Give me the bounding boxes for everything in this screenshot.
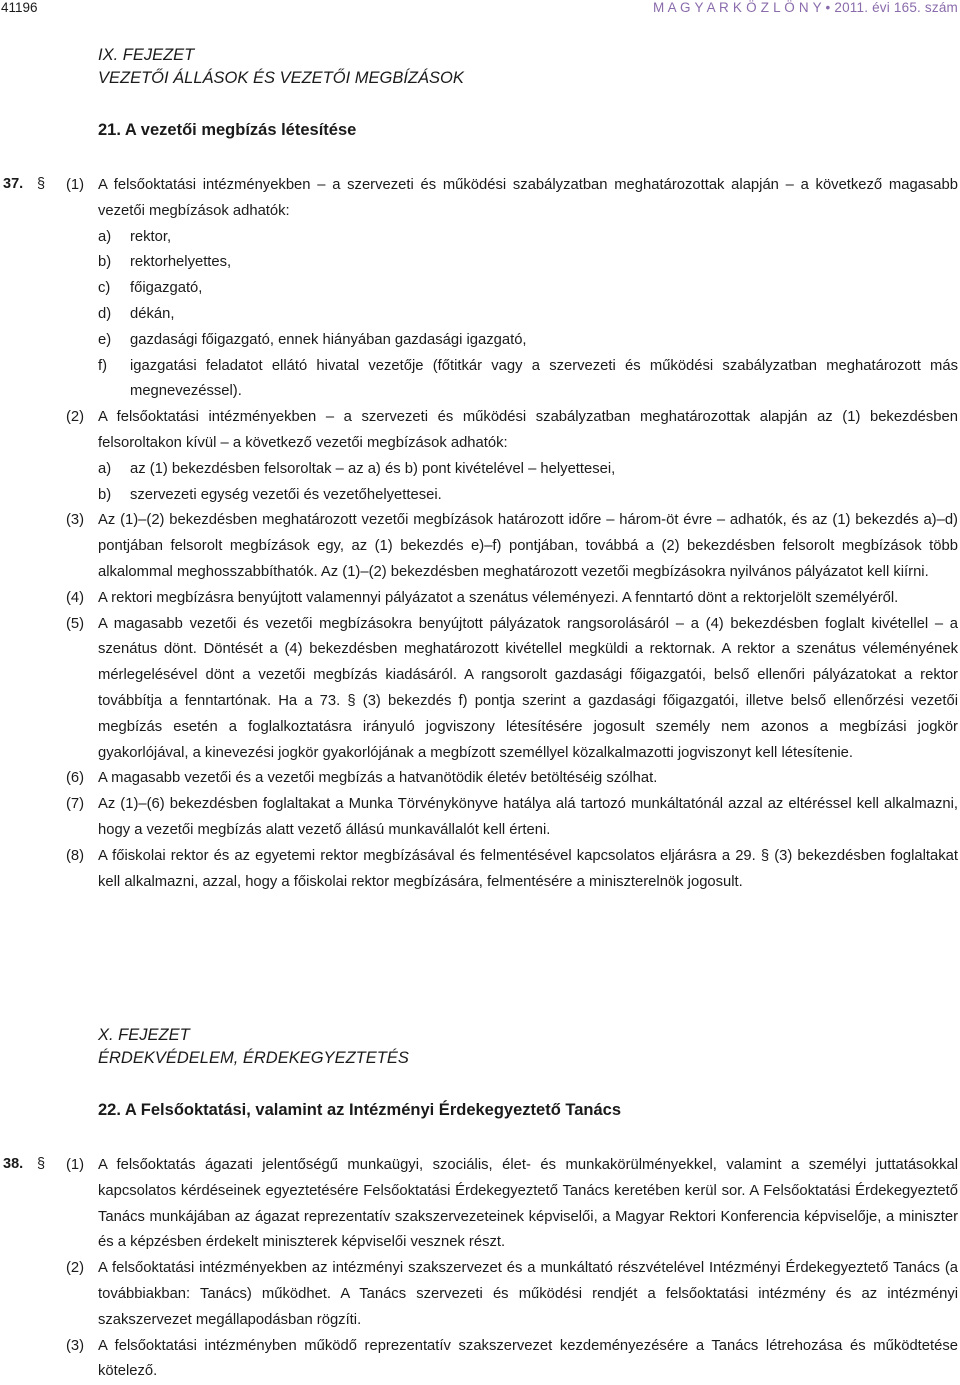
subsection-number: (6) — [66, 770, 85, 787]
paragraph-38 — [66, 1153, 958, 1385]
page-number: 41196 — [1, 0, 38, 15]
list-text: rektor, — [130, 228, 172, 245]
subsection-number: (1) — [66, 177, 85, 193]
subsection — [66, 586, 958, 612]
list-letter: b) — [98, 486, 112, 503]
list-item — [66, 302, 958, 328]
list-item — [66, 354, 958, 406]
subsection — [66, 844, 958, 896]
subsection-number: (1) — [66, 1157, 85, 1173]
list-item — [66, 225, 958, 251]
subsection — [66, 508, 958, 585]
subsection-text: A felsőoktatási intézményekben az intézményi szakszervezet és a munkáltató részvételével Intézményi Érdekegyeztető Tanács (a továbbiakban: Tanács) működhet. A Tanács szervezeti és működési rendjét a felsőoktatási intézmény és az intézményi szakszervezet megállapodásban rögzíti. — [98, 1260, 958, 1328]
subsection-text: Az (1)–(2) bekezdésben meghatározott vezetői megbízások határozott időre – három-öt évre – adhatók, és az (1) bekezdés a)–d) pontjában felsorolt megbízások egy, az (1) bekezdés e)–f) pontjában, továbbá a (2) bekezdésben felsorolt megbízások több alkalommal meghosszabbíthatók. Az (1)–(2) bekezdésben meghatározott vezetői megbízásokra nyilvános pályázatot kell kiírni. — [98, 512, 958, 580]
list-letter: f) — [98, 357, 108, 374]
subsection-number: (5) — [66, 615, 85, 632]
list-item — [66, 483, 958, 509]
journal-title: M A G Y A R K Ö Z L Ö N Y • 2011. évi 165. szám — [652, 0, 958, 15]
subsection-text: A felsőoktatási intézményben működő reprezentatív szakszervezet kezdeményezésére a Tanács létrehozása és működtetése kötelező. — [98, 1337, 958, 1380]
chapter-number: X. FEJEZET — [98, 1026, 190, 1044]
list-letter: c) — [98, 280, 111, 297]
list-letter: a) — [98, 228, 112, 245]
subsection — [66, 405, 958, 457]
subsection-text: A felsőoktatási intézményekben – a szervezeti és működési szabályzatban meghatározottak alapján – a következő magasabb vezetői megbízások adhatók: — [98, 177, 958, 219]
page-header — [0, 0, 960, 20]
subsection — [66, 1334, 958, 1385]
section-sign: § — [37, 176, 46, 192]
section-title: 21. A vezetői megbízás létesítése — [98, 121, 357, 139]
subsection — [66, 1153, 958, 1256]
subsection — [66, 173, 958, 225]
list-letter: b) — [98, 254, 112, 271]
subsection-number: (2) — [66, 1260, 85, 1277]
list-text: gazdasági főigazgató, ennek hiányában gazdasági igazgató, — [130, 331, 527, 348]
subsection-text: A magasabb vezetői és vezetői megbízásokra benyújtott pályázatok rangsorolásáról – a (4) bekezdésben foglalt kivétellel – a szenátus dönt. Döntését a (4) bekezdésben meghatározott kivétellel megküldi a rektornak. A rektor a szenátus véleményének mérlegelésével dönt a vezetői megbízás kiadásáról. A rangsorolt gazdasági főigazgatói, belső ellenőri pályázatokat a rektor továbbítja a fenntartónak. Ha a 73. § (3) bekezdés f) pontja szerint a gazdasági főigazgatói, illetve belső ellenőrzési vezetői megbízás esetén a foglalkoztatásra irányuló jogviszony létesítésére jogosult személy nem azonos a megbízási jogkör gyakorlójával, a kinevezési jogkör gyakorlójának a megbízott személlyel közalkalmazotti jogviszonyt kell létesítenie. — [98, 615, 958, 761]
section-sign: § — [37, 1156, 46, 1172]
subsection-text: A felsőoktatás ágazati jelentőségű munkaügyi, szociális, élet- és munkakörülményekkel, valamint a személyi juttatásokkal kapcsolatos kérdéseinek egyeztetésére Felsőoktatási Érdekegyeztető Tanács keretében kerül sor. A Felsőoktatási Érdekegyeztető Tanács munkájában az ágazat reprezentatív szakszervezeteinek képviselői, a Magyar Rektori Konferencia képviselője, a miniszter és a képzésben érdekelt miniszterek képviselői vesznek részt. — [98, 1157, 958, 1251]
chapter-heading — [98, 1024, 409, 1070]
subsection-text: A főiskolai rektor és az egyetemi rektor megbízásával és felmentésével kapcsolatos eljárásra a 29. § (3) bekezdésben foglaltakat kell alkalmazni, azzal, hogy a főiskolai rektor megbízására, felmentésére a miniszterelnök jogosult. — [98, 847, 958, 890]
list-letter: a) — [98, 460, 112, 477]
subsection-number: (7) — [66, 796, 85, 813]
subsection — [66, 1256, 958, 1333]
list-text: igazgatási feladatot ellátó hivatal vezetője (főtitkár vagy a szervezeti és működési szabályzatban meghatározott más megnevezéssel). — [130, 357, 958, 400]
subsection-text: Az (1)–(6) bekezdésben foglaltakat a Munka Törvénykönyve hatálya alá tartozó munkáltatónál azzal az eltéréssel kell alkalmazni, hogy a vezetői megbízás alatt vezető állású munkavállalót kell érteni. — [98, 796, 958, 838]
paragraph-number: 38. — [3, 1156, 24, 1172]
section-title: 22. A Felsőoktatási, valamint az Intézményi Érdekegyeztető Tanács — [98, 1101, 621, 1119]
subsection — [66, 792, 958, 844]
subsection-number: (8) — [66, 847, 85, 864]
subsection-text: A rektori megbízásra benyújtott valamennyi pályázatot a szenátus véleményezi. A fenntartó dönt a rektorjelölt személyéről. — [98, 589, 899, 606]
chapter-title: VEZETŐI ÁLLÁSOK ÉS VEZETŐI MEGBÍZÁSOK — [98, 69, 464, 87]
chapter-title: ÉRDEKVÉDELEM, ÉRDEKEGYEZTETÉS — [98, 1049, 409, 1067]
list-letter: e) — [98, 331, 112, 348]
list-text: főigazgató, — [130, 280, 203, 297]
subsection — [66, 612, 958, 767]
list-item — [66, 276, 958, 302]
paragraph-number: 37. — [3, 176, 24, 192]
paragraph-37 — [66, 173, 958, 895]
subsection-number: (4) — [66, 589, 85, 606]
list-text: szervezeti egység vezetői és vezetőhelyettesei. — [130, 486, 442, 503]
subsection-number: (3) — [66, 1337, 85, 1354]
chapter-number: IX. FEJEZET — [98, 46, 195, 64]
subsection-number: (2) — [66, 409, 85, 426]
list-letter: d) — [98, 305, 112, 322]
list-item — [66, 250, 958, 276]
subsection-number: (3) — [66, 512, 85, 529]
subsection — [66, 766, 958, 792]
list-text: rektorhelyettes, — [130, 254, 232, 271]
list-item — [66, 457, 958, 483]
subsection-text: A felsőoktatási intézményekben – a szervezeti és működési szabályzatban meghatározottak alapján az (1) bekezdésben felsoroltakon kívül – a következő vezetői megbízások adhatók: — [98, 409, 958, 451]
list-item — [66, 328, 958, 354]
chapter-heading — [98, 44, 464, 90]
list-text: az (1) bekezdésben felsoroltak – az a) és b) pont kivételével – helyettesei, — [130, 460, 616, 477]
list-text: dékán, — [130, 305, 175, 322]
subsection-text: A magasabb vezetői és a vezetői megbízás a hatvanötödik életév betöltéséig szólhat. — [98, 770, 658, 787]
